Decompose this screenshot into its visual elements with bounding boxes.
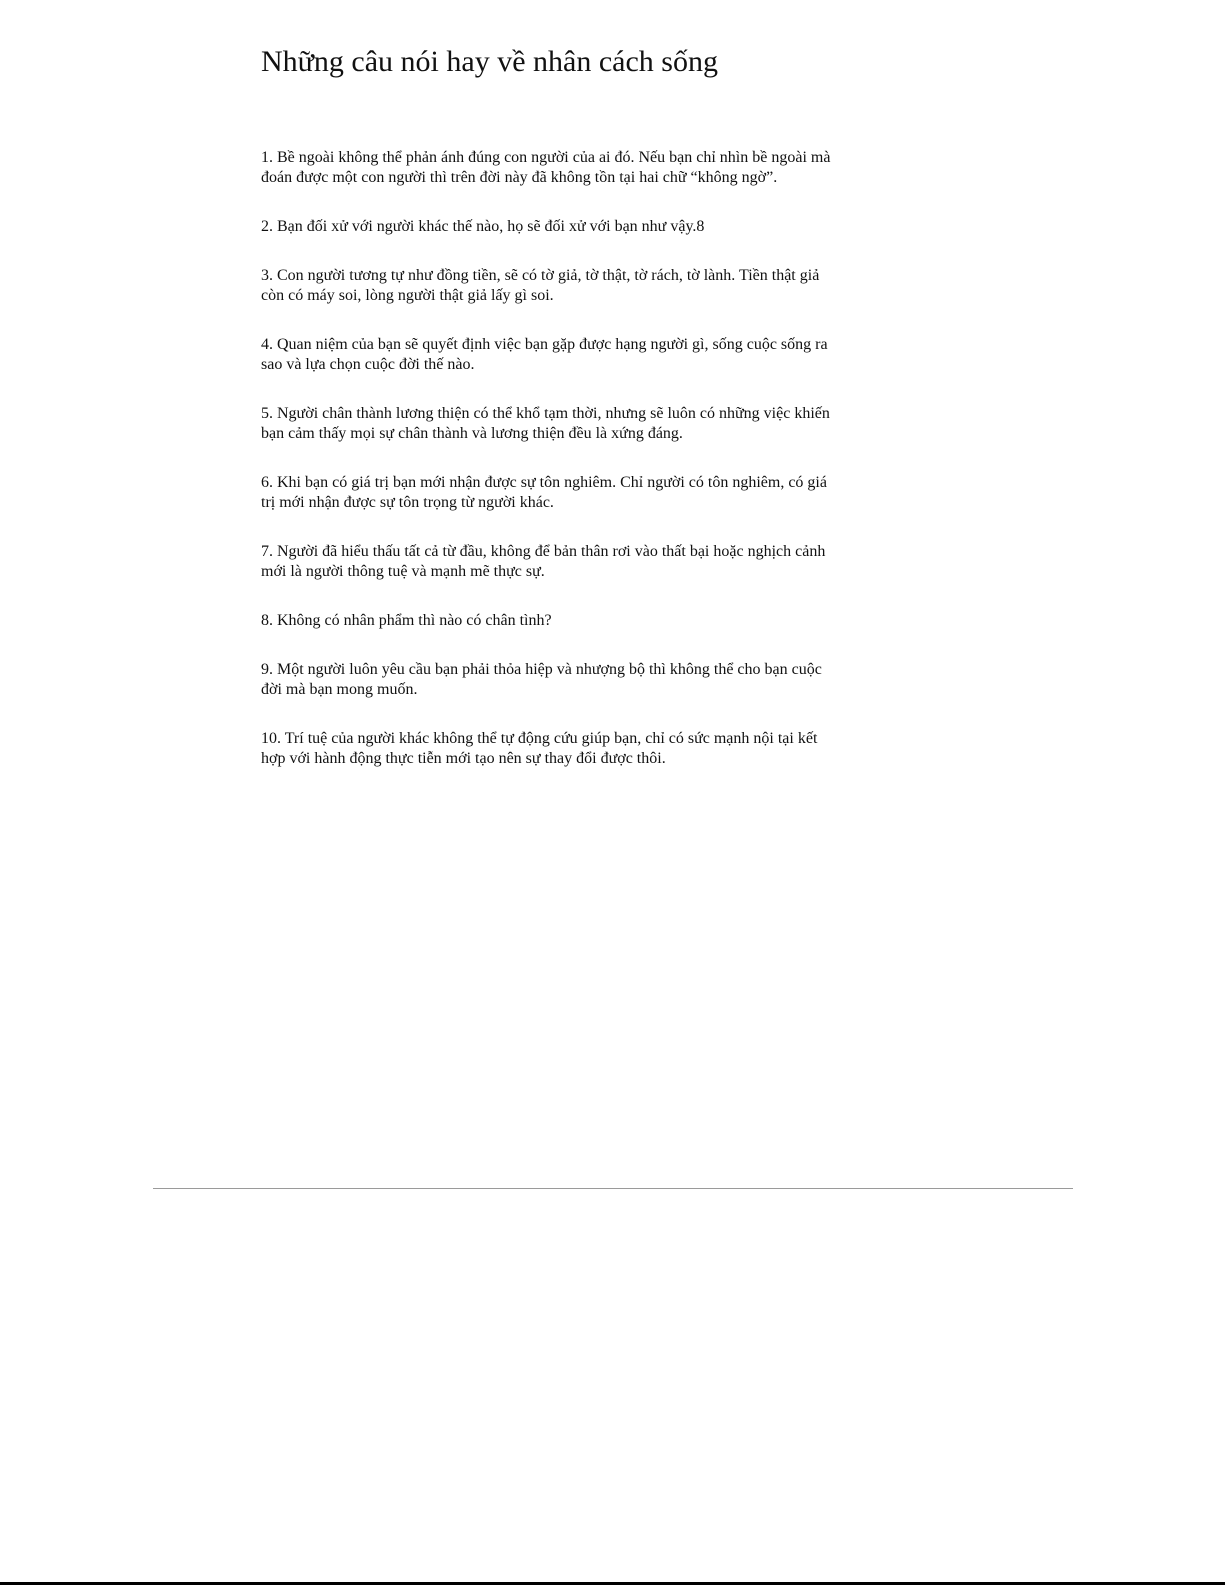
quote-list bbox=[261, 148, 836, 798]
quote-item: 1. Bề ngoài không thể phản ánh đúng con người của ai đó. Nếu bạn chỉ nhìn bề ngoài mà đoán được một con người thì trên đời này đã không tồn tại hai chữ “không ngờ”. bbox=[261, 149, 831, 186]
quote-item: 8. Không có nhân phẩm thì nào có chân tình? bbox=[261, 612, 552, 629]
quote-item: 9. Một người luôn yêu cầu bạn phải thỏa hiệp và nhượng bộ thì không thể cho bạn cuộc đời mà bạn mong muốn. bbox=[261, 661, 822, 698]
page-title: Những câu nói hay về nhân cách sống bbox=[261, 45, 718, 78]
quote-item: 4. Quan niệm của bạn sẽ quyết định việc bạn gặp được hạng người gì, sống cuộc sống ra sao và lựa chọn cuộc đời thế nào. bbox=[261, 336, 828, 373]
quote-item: 6. Khi bạn có giá trị bạn mới nhận được sự tôn nghiêm. Chỉ người có tôn nghiêm, có giá trị mới nhận được sự tôn trọng từ người khác. bbox=[261, 474, 827, 511]
document-content bbox=[261, 44, 836, 767]
quote-item: 5. Người chân thành lương thiện có thể khổ tạm thời, nhưng sẽ luôn có những việc khiến bạn cảm thấy mọi sự chân thành và lương thiện đều là xứng đáng. bbox=[261, 405, 830, 442]
quote-item: 7. Người đã hiểu thấu tất cả từ đầu, không để bản thân rơi vào thất bại hoặc nghịch cảnh mới là người thông tuệ và mạnh mẽ thực sự. bbox=[261, 543, 826, 580]
quote-item: 3. Con người tương tự như đồng tiền, sẽ có tờ giả, tờ thật, tờ rách, tờ lành. Tiền thật giả còn có máy soi, lòng người thật giả lấy gì soi. bbox=[261, 267, 820, 304]
quote-item: 10. Trí tuệ của người khác không thể tự động cứu giúp bạn, chỉ có sức mạnh nội tại kết hợp với hành động thực tiễn mới tạo nên sự thay đổi được thôi. bbox=[261, 730, 818, 767]
quote-item: 2. Bạn đối xử với người khác thế nào, họ sẽ đối xử với bạn như vậy.8 bbox=[261, 218, 705, 235]
page-divider bbox=[153, 1188, 1073, 1189]
